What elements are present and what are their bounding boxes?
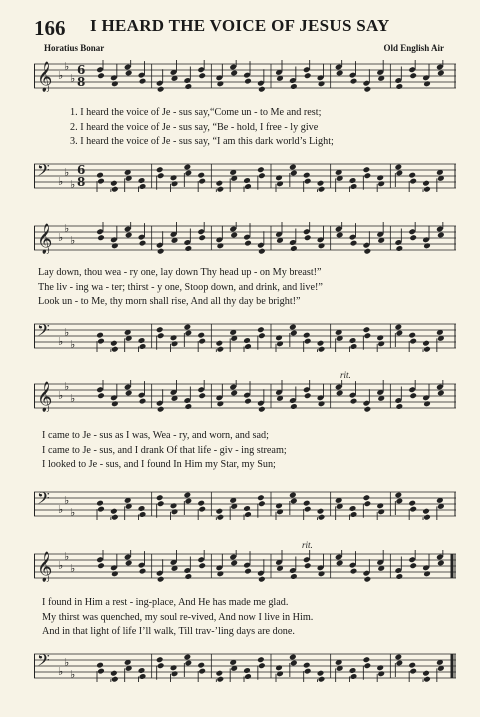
flat-icon: ♭ (70, 338, 76, 351)
flat-icon: ♭ (58, 559, 64, 572)
bass-clef-icon: 𝄢 (37, 320, 50, 344)
hymn-number: 166 (34, 16, 66, 40)
flat-icon: ♭ (64, 380, 70, 393)
treble-staff (34, 60, 456, 92)
time-signature: 8 (77, 75, 86, 89)
ritardando-mark: rit. (302, 540, 313, 550)
flat-icon: ♭ (70, 178, 76, 191)
flat-icon: ♭ (58, 335, 64, 348)
lyric-line: I looked to Je - sus, and I found In Him my Star, my Sun; (42, 459, 276, 470)
flat-icon: ♭ (70, 72, 76, 85)
flat-icon: ♭ (64, 222, 70, 235)
treble-staff (34, 222, 456, 254)
lyrics-block (70, 106, 480, 150)
staff-lines (34, 380, 456, 412)
ritardando-mark: rit. (340, 370, 351, 380)
lyric-line: My thirst was quenched, my soul re-vived, And now I live in Him. (42, 611, 314, 623)
hymn-tune: Old English Air (383, 43, 444, 53)
staff-lines (34, 222, 456, 254)
flat-icon: ♭ (58, 389, 64, 402)
music-system-1 (34, 60, 456, 195)
music-system-4 (34, 540, 456, 695)
lyric-line: I found in Him a rest - ing-place, And He has made me glad. (42, 597, 289, 608)
staff-lines (34, 160, 456, 192)
flat-icon: ♭ (64, 166, 70, 179)
lyric-line: 3. I heard the voice of Je - sus say, “I am this dark world’s Light; (70, 136, 334, 147)
lyric-line: Look un - to Me, thy morn shall rise, And all thy day be bright!” (38, 296, 301, 307)
hymn-header (0, 0, 480, 52)
flat-icon: ♭ (70, 392, 76, 405)
bass-clef-icon: 𝄢 (37, 650, 50, 674)
flat-icon: ♭ (70, 668, 76, 681)
bass-clef-icon: 𝄢 (37, 160, 50, 184)
bass-clef-icon: 𝄢 (37, 488, 50, 512)
lyric-line: Lay down, thou wea - ry one, lay down Thy head up - on My breast!” (38, 267, 322, 278)
flat-icon: ♭ (70, 234, 76, 247)
flat-icon: ♭ (64, 326, 70, 339)
treble-clef-icon: 𝄞 (37, 224, 53, 254)
treble-staff (34, 380, 456, 412)
lyric-line: I came to Je - sus as I was, Wea - ry, and worn, and sad; (42, 430, 269, 441)
lyrics-block (42, 596, 464, 640)
staff-lines (34, 488, 456, 520)
staff-lines (34, 550, 456, 582)
bass-staff (34, 488, 456, 520)
flat-icon: ♭ (64, 550, 70, 563)
lyrics-block (42, 429, 464, 473)
lyric-line: 1. I heard the voice of Je - sus say,“Come un - to Me and rest; (70, 107, 322, 118)
flat-icon: ♭ (58, 231, 64, 244)
treble-clef-icon: 𝄞 (37, 552, 53, 582)
lyric-line: I came to Je - sus, and I drank Of that life - giv - ing stream; (42, 444, 287, 456)
lyrics-block (38, 266, 460, 310)
flat-icon: ♭ (58, 503, 64, 516)
treble-clef-icon: 𝄞 (37, 62, 53, 92)
treble-clef-icon: 𝄞 (37, 382, 53, 412)
bass-staff (34, 650, 456, 682)
staff-lines (34, 60, 456, 92)
staff-lines (34, 650, 456, 682)
flat-icon: ♭ (70, 562, 76, 575)
flat-icon: ♭ (64, 494, 70, 507)
flat-icon: ♭ (64, 656, 70, 669)
bass-staff (34, 160, 456, 192)
flat-icon: ♭ (70, 506, 76, 519)
lyric-line: 2. I heard the voice of Je - sus say, “Be - hold, I free - ly give (70, 121, 319, 133)
flat-icon: ♭ (58, 665, 64, 678)
lyric-line: The liv - ing wa - ter; thirst - y one, Stoop down, and drink, and live!” (38, 281, 323, 293)
lyric-line: And in that light of life I’ll walk, Till trav-’ling days are done. (42, 626, 295, 637)
bass-staff (34, 320, 456, 352)
time-signature: 8 (77, 175, 86, 189)
hymn-author: Horatius Bonar (44, 43, 105, 53)
staff-lines (34, 320, 456, 352)
treble-staff (34, 550, 456, 582)
flat-icon: ♭ (64, 60, 70, 73)
hymn-title: I HEARD THE VOICE OF JESUS SAY (90, 16, 390, 35)
music-system-2 (34, 222, 456, 357)
flat-icon: ♭ (58, 69, 64, 82)
time-signature: 6 (77, 163, 86, 177)
time-signature: 6 (77, 63, 86, 77)
flat-icon: ♭ (58, 175, 64, 188)
music-system-3 (34, 370, 456, 520)
